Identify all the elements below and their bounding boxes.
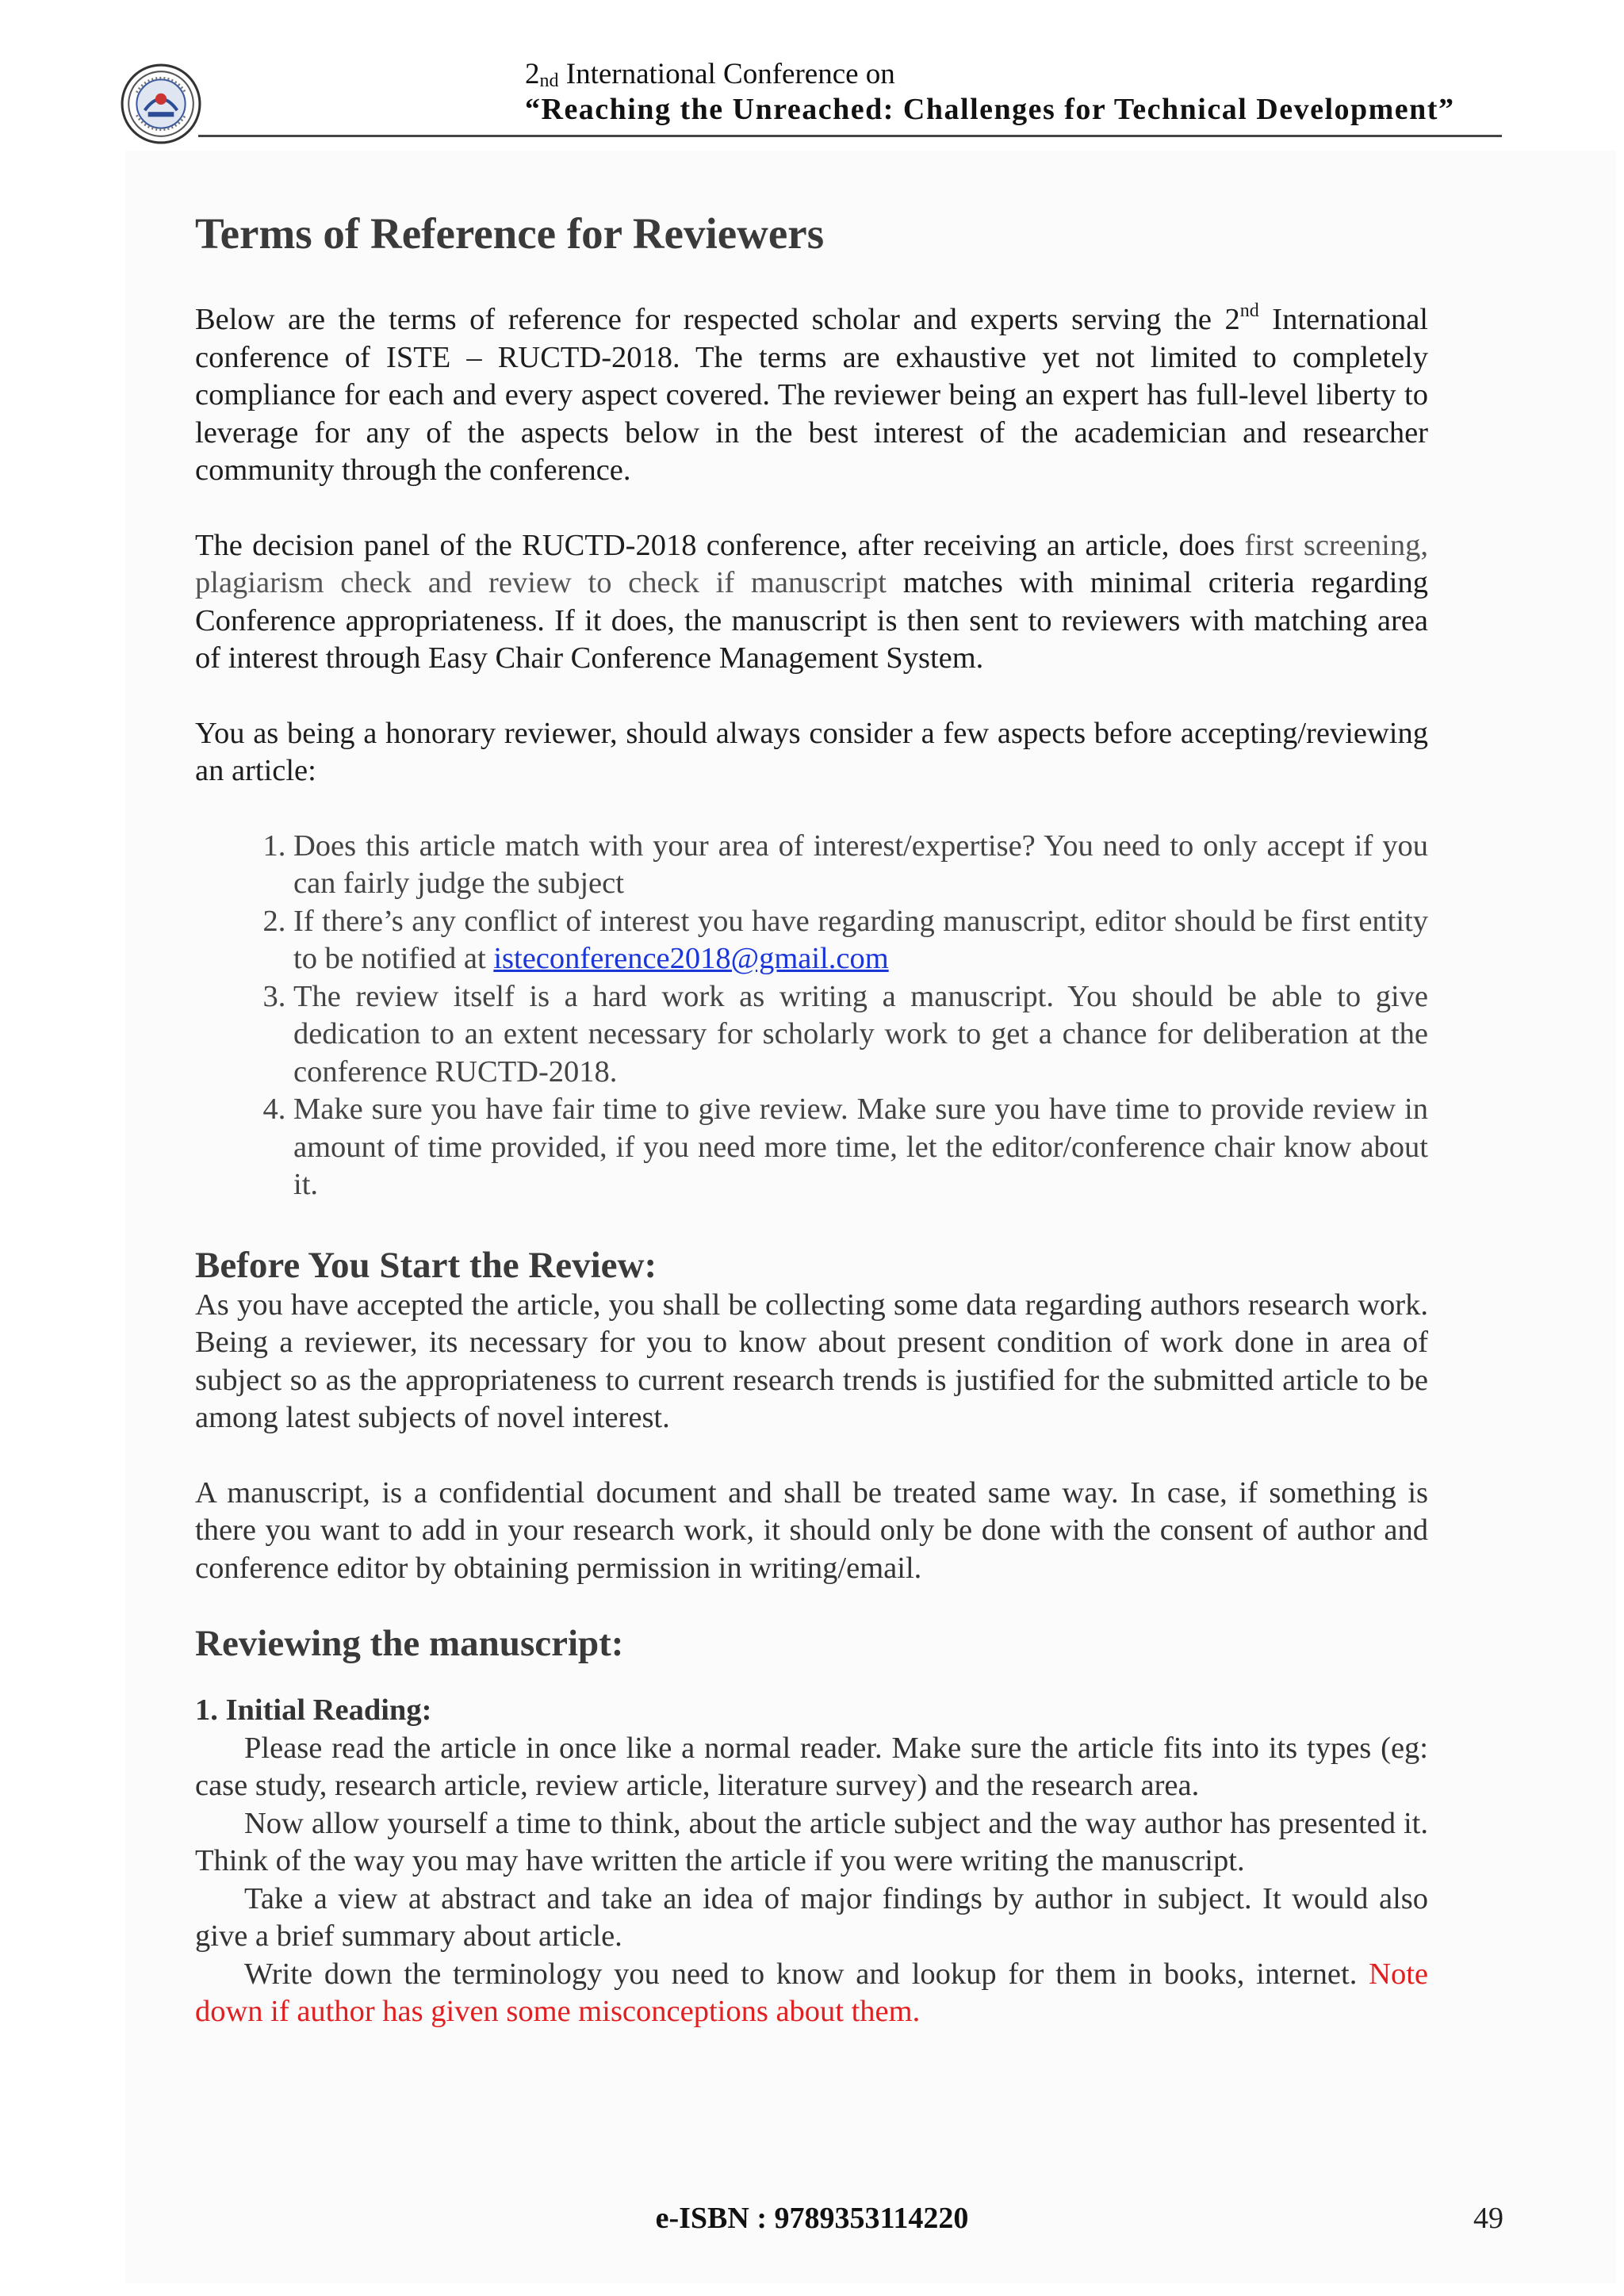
before-review-paragraph-2: A manuscript, is a confidential document and shall be treated same way. In case, if something is there you want to add in your research work, it should only be done with the consent of author and conference editor by obtaining permission in writing/email. bbox=[195, 1475, 1428, 1585]
intro-paragraph-1: Below are the terms of reference for respected scholar and experts serving the 2nd International conference of ISTE – RUCTD-2018. The terms are exhaustive yet not limited to completely compliance for each and every aspect covered. The reviewer being an expert has full-level liberty to leverage for any of the aspects below in the best interest of the academician and researcher community through the conference. bbox=[195, 300, 1428, 487]
before-review-heading: Before You Start the Review: bbox=[195, 1244, 657, 1286]
intro-paragraph-2: The decision panel of the RUCTD-2018 conference, after receiving an article, does first screening, plagiarism check and review to check if manuscript matches with minimal criteria regarding Conference appropriateness. If it does, the manuscript is then sent to reviewers with matching area of interest through Easy Chair Conference Management System. bbox=[195, 528, 1428, 675]
initial-reading-paragraph-1: Please read the article in once like a normal reader. Make sure the article fits into its types (eg: case study, research article, review article, literature survey) and the research area. bbox=[195, 1731, 1428, 1803]
reviewing-heading: Reviewing the manuscript: bbox=[195, 1623, 624, 1665]
list-item: 4. Make sure you have fair time to give review. Make sure you have time to provide review in amount of time provided, if you need more time, let the editor/conference chair know about it. bbox=[293, 1091, 1428, 1204]
list-item: 1. Does this article match with your area of interest/expertise? You need to only accept if you can fairly judge the subject bbox=[293, 828, 1428, 903]
page-title: Terms of Reference for Reviewers bbox=[195, 209, 825, 258]
intro-paragraph-3: You as being a honorary reviewer, should always consider a few aspects before accepting/reviewing an article: bbox=[195, 716, 1428, 787]
contact-email-link[interactable]: isteconference2018@gmail.com bbox=[493, 942, 889, 975]
conference-seal-logo bbox=[121, 63, 201, 144]
header-conference-line: $2_{nd}$ International Conference on bbox=[525, 58, 895, 91]
initial-reading-subheading: 1. Initial Reading: bbox=[195, 1693, 432, 1728]
initial-reading-paragraph-3: Take a view at abstract and take an idea of major findings by author in subject. It would also give a brief summary about article. bbox=[195, 1881, 1428, 1954]
list-item: 3. The review itself is a hard work as writing a manuscript. You should be able to give dedication to an extent necessary for scholarly work to get a chance for deliberation at the conference RUCTD-2018. bbox=[293, 978, 1428, 1092]
list-item: 2. If there’s any conflict of interest you have regarding manuscript, editor should be first entity to be notified at isteconference2018@gmail.com bbox=[293, 903, 1428, 978]
main-content bbox=[195, 208, 1428, 2031]
initial-reading-paragraph-4: Write down the terminology you need to know and lookup for them in books, internet. Note down if author has given some misconceptions about them. bbox=[195, 1957, 1428, 2029]
header-divider bbox=[198, 135, 1502, 137]
header-conference-theme: “Reaching the Unreached: Challenges for Technical Development” bbox=[525, 93, 1455, 126]
initial-reading-paragraph-2: Now allow yourself a time to think, about the article subject and the way author has presented it. Think of the way you may have written the article if you were writing the manuscript. bbox=[195, 1806, 1428, 1878]
footer-isbn: e-ISBN : 9789353114220 bbox=[655, 2202, 969, 2235]
page-number: 49 bbox=[1473, 2202, 1503, 2235]
reviewer-aspects-list bbox=[195, 828, 1428, 1204]
before-review-paragraph-1: As you have accepted the article, you shall be collecting some data regarding authors research work. Being a reviewer, its necessary for you to know about present condition of work done in area of subject so as the appropriateness to current research trends is justified for the submitted article to be among latest subjects of novel interest. bbox=[195, 1288, 1428, 1435]
